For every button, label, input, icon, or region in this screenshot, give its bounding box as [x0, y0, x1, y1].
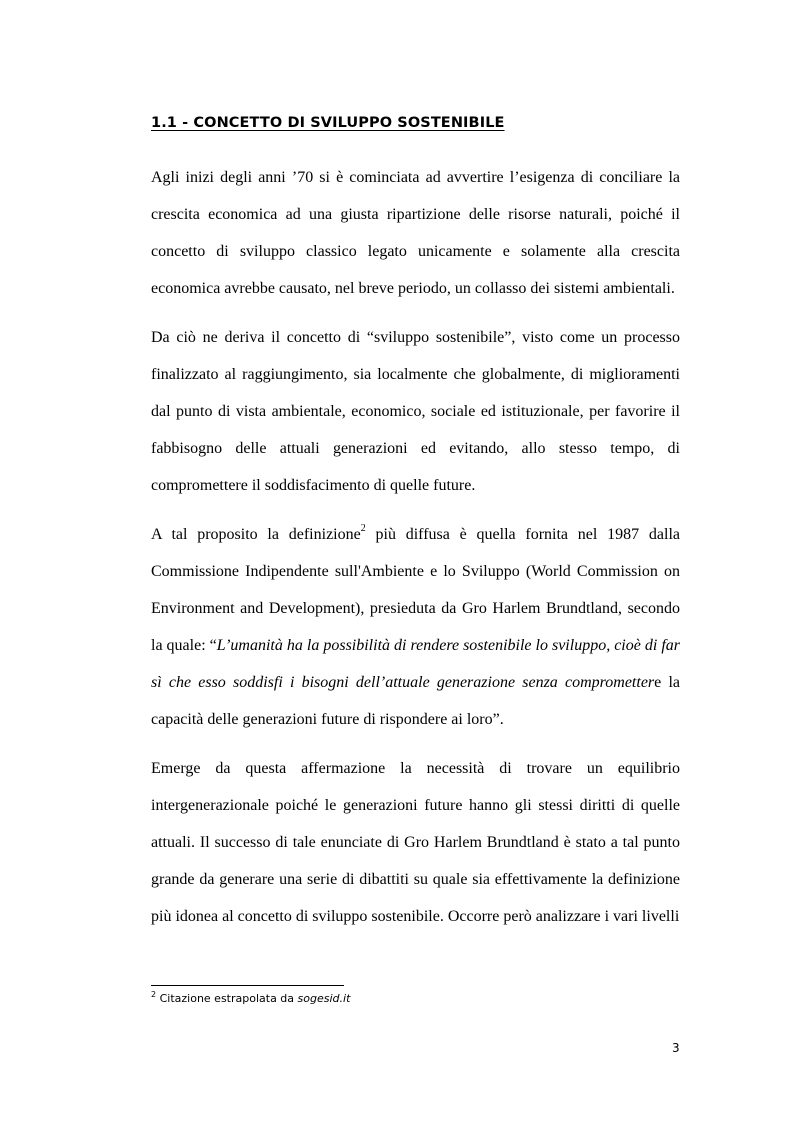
brundtland-quote: L’umanità ha la possibilità di rendere sostenibile lo sviluppo, cioè di far sì che esso soddisfi i bisogni dell’attuale generazione senza comprometter: [151, 637, 680, 691]
footnote-separator: [151, 985, 344, 986]
footnote-number: 2: [151, 990, 157, 999]
paragraph-2: Da ciò ne deriva il concetto di “sviluppo sostenibile”, visto come un processo finalizzato al raggiungimento, sia localmente che globalmente, di miglioramenti dal punto di vista ambientale, economico, sociale ed istituzionale, per favorire il fabbisogno delle attuali generazioni ed evitando, allo stesso tempo, di compromettere il soddisfacimento di quelle future.: [151, 329, 680, 494]
page-number: 3: [672, 1041, 680, 1055]
body-text: [151, 159, 680, 947]
paragraph-3-text-b: più diffusa è quella fornita nel 1987 dalla Commissione Indipendente sull'Ambiente e lo Sviluppo (World Commission on Environment and Development), presieduta da Gro Harlem Brundtland, secondo la quale: “: [151, 526, 681, 654]
section-heading: 1.1 - CONCETTO DI SVILUPPO SOSTENIBILE: [151, 115, 505, 131]
paragraph-3-text-a: A tal proposito la definizione: [151, 526, 361, 543]
paragraph-4: Emerge da questa affermazione la necessità di trovare un equilibrio intergenerazionale poiché le generazioni future hanno gli stessi diritti di quelle attuali. Il successo di tale enunciate di Gro Harlem Brundtland è stato a tal punto grande da generare una serie di dibattiti su quale sia effettivamente la definizione più idonea al concetto di sviluppo sostenibile. Occorre però analizzare i vari livelli: [151, 760, 680, 925]
footnote-reference: 2: [360, 523, 366, 534]
footnote: [151, 992, 350, 1005]
footnote-source: sogesid.it: [297, 992, 351, 1005]
paragraph-3-text-c: e la capacità delle generazioni future di rispondere ai loro”.: [151, 674, 680, 728]
footnote-text: Citazione estrapolata da: [156, 992, 298, 1005]
paragraph-1: Agli inizi degli anni ’70 si è cominciata ad avvertire l’esigenza di conciliare la crescita economica ad una giusta ripartizione delle risorse naturali, poiché il concetto di sviluppo classico legato unicamente e solamente alla crescita economica avrebbe causato, nel breve periodo, un collasso dei sistemi ambientali.: [151, 169, 680, 297]
paragraph-3: [151, 516, 680, 738]
